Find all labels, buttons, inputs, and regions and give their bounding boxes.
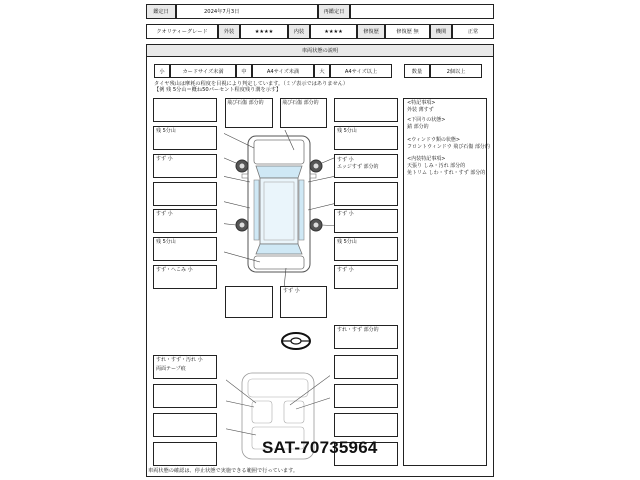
legend-medium: 中 (236, 64, 252, 78)
section-title: 車両状態の説明 (146, 44, 494, 57)
right-label-3: すず 小 エッジすず 部分的 (337, 157, 379, 170)
left-label-3: すず 小 (156, 156, 173, 162)
steering-wheel-icon (280, 331, 312, 351)
repair-history-value: 修復歴 無 (385, 24, 430, 39)
note-line-4: 錆 部分的 (407, 124, 429, 130)
exterior-label: 外装 (218, 24, 240, 39)
note-line-5: <ウィンドウ類の状態> (407, 137, 461, 143)
note-line-6: フロントウィンドウ 飛び石傷 部分的 (407, 144, 490, 150)
note-line-8: 天張り しみ・汚れ 部分的 (407, 163, 466, 169)
note-line-7: <内装特記事項> (407, 156, 446, 162)
notes-box (403, 98, 487, 466)
quality-grade-label: クオリティーグレード (146, 24, 218, 39)
left-label-6: 残 5分山 (156, 239, 176, 245)
car-top-view-diagram (224, 130, 334, 286)
lower-left-label-2: 両面テープ痕 (156, 366, 186, 372)
exterior-stars: ★★★★ (240, 24, 288, 39)
center-bottom-box-1 (225, 286, 273, 318)
reappraisal-date-value (350, 4, 494, 19)
note-line-9: 免トリム しわ・すれ・すず 部分的 (407, 170, 486, 176)
legend-count-label: 数量 (404, 64, 430, 78)
interior-stars: ★★★★ (310, 24, 357, 39)
repair-history-label: 修復歴 (357, 24, 385, 39)
stock-id: SAT-70735964 (262, 438, 378, 457)
reappraisal-date-label: 再鑑定日 (318, 4, 350, 19)
lower-right-box-4 (334, 413, 398, 437)
legend-small: 小 (154, 64, 170, 78)
tire-note-2: 【例 残 5分山＝概ね50パーセント程度残り溝を示す】 (154, 87, 282, 93)
center-bottom-label: すず 小 (283, 288, 300, 294)
center-top-label-2: 飛び石傷 部分的 (282, 100, 319, 106)
right-label-7: すず 小 (337, 267, 354, 273)
lower-left-box-3 (153, 413, 217, 437)
legend-medium-desc: A4サイズ未満 (252, 64, 314, 78)
legend-small-desc: カードサイズ未満 (170, 64, 236, 78)
lower-left-box-4 (153, 442, 217, 466)
left-box-4 (153, 182, 217, 206)
engine-value: 正常 (452, 24, 494, 39)
legend-count-desc: 2個以上 (430, 64, 482, 78)
center-top-label-1: 飛び石傷 部分的 (227, 100, 264, 106)
right-box-1 (334, 98, 398, 122)
tire-note-1: タイヤ残山は摩耗の程度を目視により判定しています。（ミゾ表示ではありません） (154, 81, 349, 87)
left-label-2: 残 5分山 (156, 128, 176, 134)
engine-label: 機関 (430, 24, 452, 39)
right-label-6: 残 5分山 (337, 239, 357, 245)
left-label-7: すず・へこみ 小 (156, 267, 193, 273)
left-box-1 (153, 98, 217, 122)
note-line-1: <特記事項> (407, 100, 436, 106)
appraisal-date-value: 2024年7月3日 (176, 4, 318, 19)
lower-right-label: すれ・すず 部分的 (337, 327, 379, 333)
note-line-3: <下回りの状態> (407, 117, 446, 123)
right-label-2: 残 5分山 (337, 128, 357, 134)
appraisal-date-label: 鑑定日 (146, 4, 176, 19)
lower-right-box-3 (334, 384, 398, 408)
right-box-4 (334, 182, 398, 206)
lower-left-box-2 (153, 384, 217, 408)
interior-label: 内装 (288, 24, 310, 39)
legend-large-desc: A4サイズ以上 (330, 64, 392, 78)
right-label-5: すず 小 (337, 211, 354, 217)
footer-note: 車両状態の確認は、停止状態で実施できる範囲で行っています。 (148, 468, 299, 474)
note-line-2: 外装 薄すず (407, 107, 434, 113)
lower-left-label-1: すれ・すず・汚れ 小 (156, 357, 203, 363)
lower-right-box-2 (334, 355, 398, 379)
legend-large: 大 (314, 64, 330, 78)
left-label-5: すず 小 (156, 211, 173, 217)
